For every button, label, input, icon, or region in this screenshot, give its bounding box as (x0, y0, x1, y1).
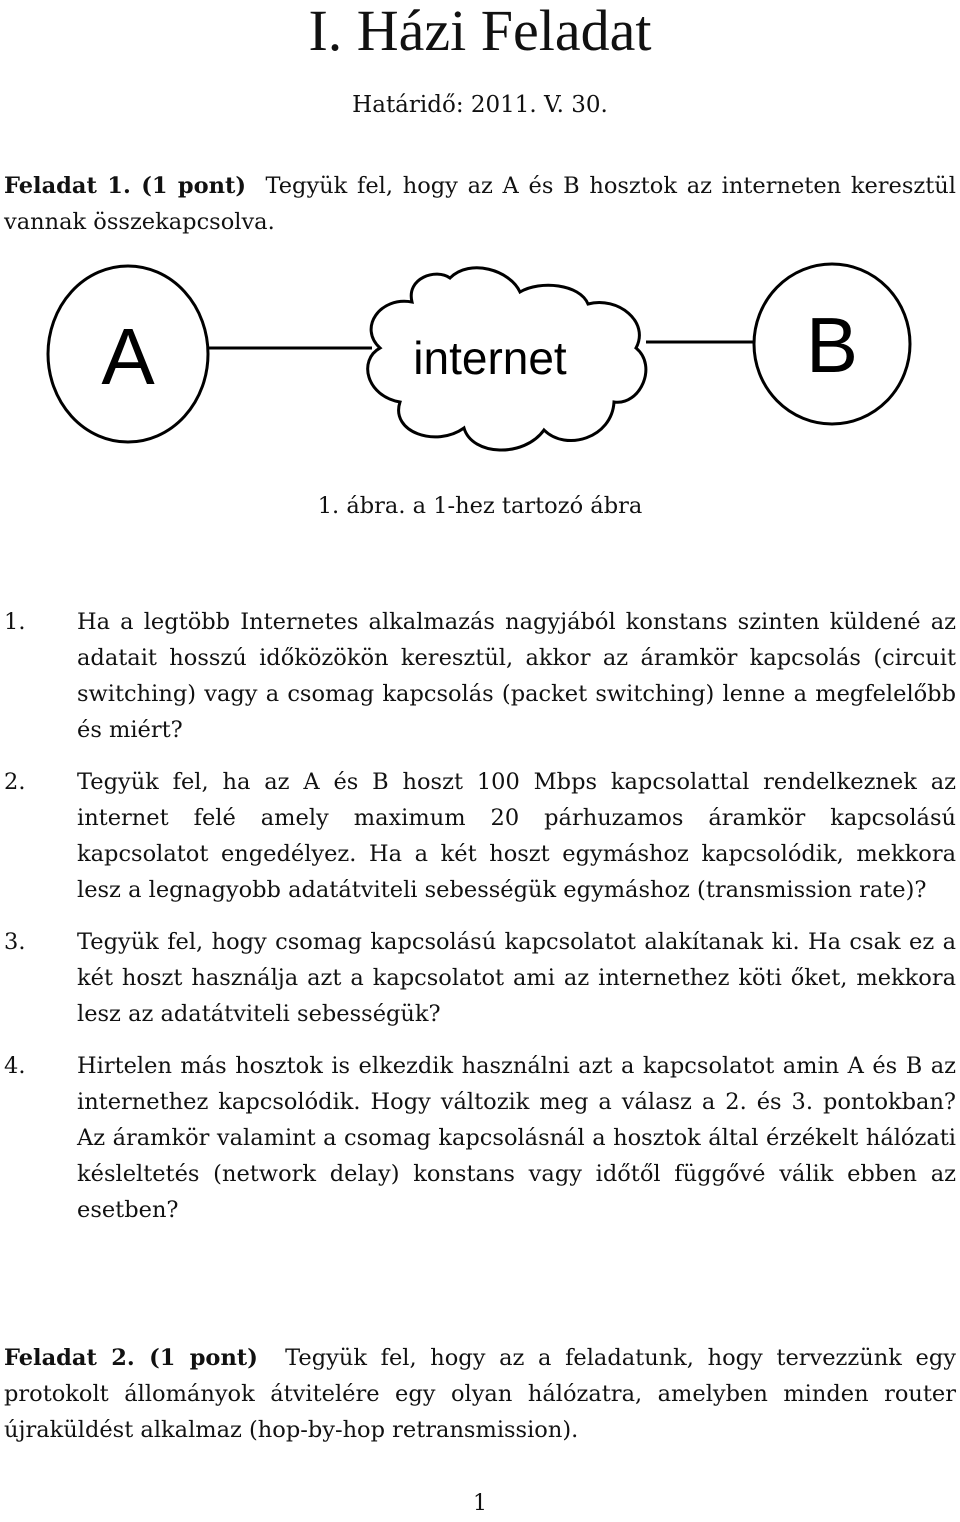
deadline: Határidő: 2011. V. 30. (352, 92, 608, 118)
task1-points: (1 pont) (141, 173, 247, 199)
question-list (4, 604, 956, 1244)
page-title: I. Házi Feladat (308, 0, 652, 63)
node-b-label: B (805, 301, 859, 389)
question-text: Hirtelen más hosztok is elkezdik használni azt a kapcsolatot amin A és B az internethez kapcsolódik. Hogy változik meg a válasz a 2. és 3. pontokban? Az áramkör valamint a csomag kapcsolásnál a hosztok által érzékelt hálózati késleltetés (network delay) konstans vagy időtől függővé válik ebben az esetben? (77, 1053, 956, 1223)
question-text: Ha a legtöbb Internetes alkalmazás nagyjából konstans szinten küldené az adatait hosszú időközökön keresztül, akkor az áramkör kapcsolás (circuit switching) vagy a csomag kapcsolás (packet switching) lenne a megfelelőbb és miért? (77, 609, 956, 743)
node-a-label: A (101, 312, 155, 401)
question-number: 3. (4, 929, 26, 955)
task1-label: Feladat 1. (1 pont) (4, 173, 247, 199)
question-number: 1. (4, 609, 26, 635)
list-item (4, 924, 956, 1032)
list-item (4, 764, 956, 908)
internet-label: internet (413, 332, 567, 384)
question-text: Tegyük fel, ha az A és B hoszt 100 Mbps kapcsolattal rendelkeznek az internet felé amely maximum 20 párhuzamos áramkör kapcsolású kapcsolatot engedélyez. Ha a két hoszt egymáshoz kapcsolódik, mekkora lesz a legnagyobb adatátviteli sebességük egymáshoz (transmission rate)? (77, 769, 956, 903)
question-number: 4. (4, 1053, 26, 1079)
list-item (4, 604, 956, 748)
task2-text: Tegyük fel, hogy az a feladatunk, hogy tervezzünk egy protokolt állományok átvitelére egy olyan hálózatra, amelyben minden router újraküldést alkalmaz (hop-by-hop retransmission). (4, 1345, 956, 1443)
task1-intro (4, 168, 956, 240)
question-text: Tegyük fel, hogy csomag kapcsolású kapcsolatot alakítanak ki. Ha csak ez a két hoszt használja azt a kapcsolatot ami az internethez köti őket, mekkora lesz az adatátviteli sebességük? (77, 929, 956, 1027)
page-number: 1 (473, 1491, 487, 1516)
task2-label: Feladat 2. (1 pont) (4, 1345, 258, 1371)
question-number: 2. (4, 769, 26, 795)
task2-paragraph (4, 1340, 956, 1448)
task1-intro-text: Tegyük fel, hogy az A és B hosztok az interneten keresztül vannak összekapcsolva. (4, 173, 956, 235)
task2-points: (1 pont) (149, 1345, 258, 1371)
network-diagram (40, 262, 920, 462)
list-item (4, 1048, 956, 1228)
figure-caption: 1. ábra. a 1-hez tartozó ábra (317, 493, 643, 519)
